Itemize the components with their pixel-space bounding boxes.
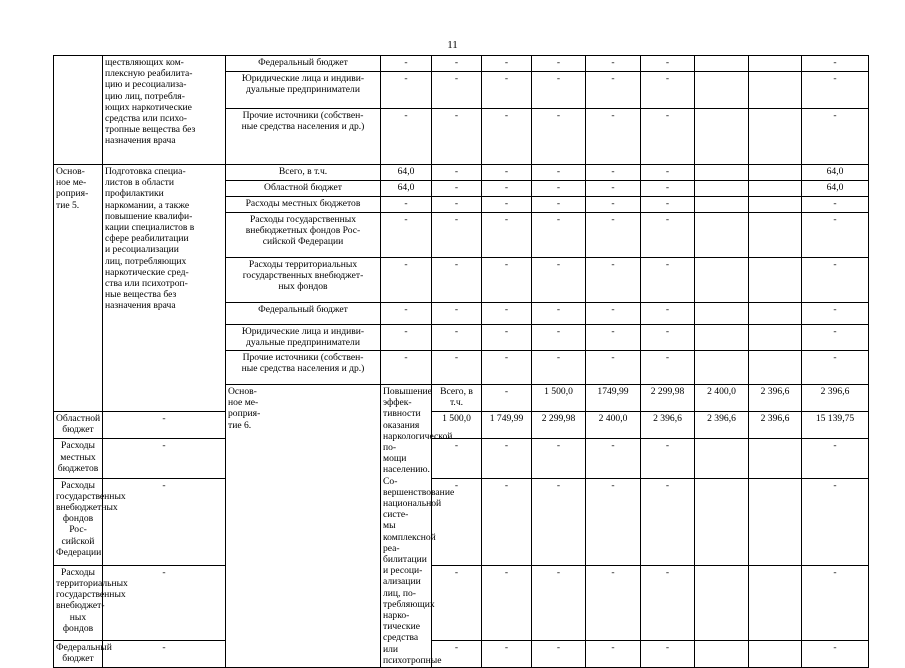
- value-cell: 1 500,0: [532, 385, 586, 412]
- value-cell: -: [432, 439, 482, 478]
- value-cell: -: [432, 72, 482, 109]
- value-cell: -: [482, 439, 532, 478]
- value-cell: -: [532, 56, 586, 72]
- table-row: [54, 478, 869, 565]
- funding-source-cell: Прочие источники (собствен- ные средства населения и др.): [226, 109, 381, 165]
- value-cell: -: [802, 640, 869, 667]
- value-cell: -: [432, 213, 482, 258]
- table-row: [54, 640, 869, 667]
- value-cell: -: [802, 213, 869, 258]
- value-cell: -: [532, 109, 586, 165]
- value-cell: -: [482, 72, 532, 109]
- value-cell: -: [482, 197, 532, 213]
- value-cell: -: [482, 213, 532, 258]
- value-cell: -: [802, 565, 869, 640]
- value-cell: -: [381, 213, 432, 258]
- value-cell: -: [586, 303, 641, 325]
- value-cell: -: [532, 181, 586, 197]
- value-cell: -: [532, 165, 586, 181]
- value-cell: -: [586, 72, 641, 109]
- value-cell: -: [802, 258, 869, 303]
- value-cell: -: [641, 109, 695, 165]
- value-cell: -: [641, 72, 695, 109]
- funding-source-cell: Расходы территориальных государственных внебюджет- ных фондов: [54, 565, 103, 640]
- value-cell: -: [432, 640, 482, 667]
- value-cell: -: [641, 181, 695, 197]
- value-cell: [695, 258, 749, 303]
- value-cell: -: [532, 197, 586, 213]
- value-cell: -: [432, 165, 482, 181]
- value-cell: -: [432, 109, 482, 165]
- value-cell: -: [432, 351, 482, 385]
- value-cell: 1 500,0: [432, 412, 482, 439]
- value-cell: -: [103, 640, 226, 667]
- value-cell: 2 396,6: [695, 412, 749, 439]
- funding-source-cell: Областной бюджет: [54, 412, 103, 439]
- budget-table: [53, 55, 869, 668]
- value-cell: -: [641, 478, 695, 565]
- funding-source-cell: Федеральный бюджет: [54, 640, 103, 667]
- value-cell: -: [641, 439, 695, 478]
- value-cell: -: [532, 72, 586, 109]
- value-cell: -: [641, 565, 695, 640]
- value-cell: [749, 303, 802, 325]
- value-cell: [695, 565, 749, 640]
- value-cell: -: [586, 197, 641, 213]
- value-cell: -: [482, 109, 532, 165]
- value-cell: -: [103, 565, 226, 640]
- value-cell: [695, 197, 749, 213]
- description-cell: Подготовка специа- листов в области профилактики наркомании, а также повышение квалифи- кации специалистов в сфере реабилитации и ресоциализации лиц, потребляющих наркотические сред- ства или психотроп- ные вещества без назначения врача: [103, 165, 226, 412]
- value-cell: -: [482, 303, 532, 325]
- value-cell: [749, 56, 802, 72]
- funding-source-cell: Федеральный бюджет: [226, 56, 381, 72]
- value-cell: -: [482, 565, 532, 640]
- value-cell: 1 749,99: [482, 412, 532, 439]
- funding-source-cell: Расходы местных бюджетов: [54, 439, 103, 478]
- value-cell: -: [641, 56, 695, 72]
- value-cell: -: [586, 181, 641, 197]
- value-cell: -: [532, 439, 586, 478]
- value-cell: 2 396,6: [749, 385, 802, 412]
- value-cell: -: [641, 351, 695, 385]
- value-cell: 64,0: [802, 165, 869, 181]
- value-cell: -: [641, 165, 695, 181]
- table-row: [54, 165, 869, 181]
- value-cell: 64,0: [381, 165, 432, 181]
- value-cell: -: [482, 640, 532, 667]
- value-cell: -: [482, 181, 532, 197]
- value-cell: -: [432, 181, 482, 197]
- value-cell: -: [482, 258, 532, 303]
- value-cell: -: [532, 213, 586, 258]
- value-cell: [695, 181, 749, 197]
- value-cell: [695, 213, 749, 258]
- value-cell: [749, 325, 802, 351]
- value-cell: 2 400,0: [695, 385, 749, 412]
- value-cell: [695, 56, 749, 72]
- value-cell: [695, 303, 749, 325]
- value-cell: 2 299,98: [532, 412, 586, 439]
- value-cell: -: [381, 197, 432, 213]
- value-cell: -: [432, 325, 482, 351]
- event-cell: [54, 56, 103, 165]
- value-cell: -: [586, 109, 641, 165]
- value-cell: [749, 109, 802, 165]
- funding-source-cell: Расходы местных бюджетов: [226, 197, 381, 213]
- funding-source-cell: Расходы государственных внебюджетных фондов Рос- сийской Федерации: [226, 213, 381, 258]
- value-cell: -: [103, 412, 226, 439]
- value-cell: [695, 478, 749, 565]
- value-cell: -: [532, 258, 586, 303]
- table-row: [54, 56, 869, 72]
- value-cell: 64,0: [802, 181, 869, 197]
- funding-source-cell: Расходы государственных внебюджетных фондов Рос- сийской Федерации: [54, 478, 103, 565]
- value-cell: -: [381, 72, 432, 109]
- value-cell: -: [802, 303, 869, 325]
- value-cell: -: [482, 165, 532, 181]
- value-cell: 15 139,75: [802, 412, 869, 439]
- value-cell: -: [802, 439, 869, 478]
- value-cell: -: [586, 351, 641, 385]
- value-cell: -: [432, 56, 482, 72]
- funding-source-cell: Расходы территориальных государственных внебюджет- ных фондов: [226, 258, 381, 303]
- value-cell: -: [641, 640, 695, 667]
- value-cell: -: [432, 258, 482, 303]
- value-cell: [695, 640, 749, 667]
- value-cell: [695, 72, 749, 109]
- value-cell: 2 396,6: [749, 412, 802, 439]
- value-cell: [749, 478, 802, 565]
- value-cell: [749, 165, 802, 181]
- funding-source-cell: Областной бюджет: [226, 181, 381, 197]
- value-cell: -: [586, 213, 641, 258]
- value-cell: -: [432, 197, 482, 213]
- value-cell: -: [802, 325, 869, 351]
- value-cell: [695, 439, 749, 478]
- value-cell: -: [432, 303, 482, 325]
- funding-source-cell: Юридические лица и индиви- дуальные предприниматели: [226, 325, 381, 351]
- value-cell: -: [532, 351, 586, 385]
- value-cell: [749, 258, 802, 303]
- value-cell: -: [482, 325, 532, 351]
- value-cell: -: [482, 385, 532, 412]
- value-cell: -: [641, 303, 695, 325]
- funding-source-cell: Всего, в т.ч.: [226, 165, 381, 181]
- value-cell: -: [802, 56, 869, 72]
- value-cell: [749, 197, 802, 213]
- value-cell: -: [532, 478, 586, 565]
- value-cell: 2 396,6: [802, 385, 869, 412]
- value-cell: -: [532, 565, 586, 640]
- value-cell: 1749,99: [586, 385, 641, 412]
- value-cell: -: [381, 109, 432, 165]
- funding-source-cell: Федеральный бюджет: [226, 303, 381, 325]
- value-cell: -: [381, 258, 432, 303]
- value-cell: -: [802, 478, 869, 565]
- value-cell: -: [381, 303, 432, 325]
- value-cell: -: [381, 325, 432, 351]
- value-cell: 64,0: [381, 181, 432, 197]
- value-cell: 2 400,0: [586, 412, 641, 439]
- table-row: [54, 439, 869, 478]
- value-cell: -: [586, 165, 641, 181]
- description-cell: ществляющих ком- плексную реабилита- цию и ресоциализа- цию лиц, потребля- ющих наркотические средства или психо- тропные вещества без назначения врача: [103, 56, 226, 165]
- value-cell: -: [432, 478, 482, 565]
- value-cell: -: [641, 258, 695, 303]
- value-cell: [749, 351, 802, 385]
- value-cell: -: [586, 325, 641, 351]
- value-cell: -: [586, 439, 641, 478]
- value-cell: -: [802, 72, 869, 109]
- value-cell: -: [482, 478, 532, 565]
- value-cell: -: [586, 258, 641, 303]
- page-number: 11: [447, 39, 458, 51]
- value-cell: -: [586, 640, 641, 667]
- value-cell: -: [532, 325, 586, 351]
- event-cell: Основ- ное ме- роприя- тие 5.: [54, 165, 103, 412]
- value-cell: [749, 72, 802, 109]
- value-cell: 2 396,6: [641, 412, 695, 439]
- description-cell: Повышение эффек- тивности оказания наркологической по- мощи населению. Со- вершенствование национальной систе- мы комплексной реа- билитации и ресоци- ализации лиц, по- требляющих нарко- тические средства или психотропные: [381, 385, 432, 668]
- value-cell: -: [641, 197, 695, 213]
- value-cell: 2 299,98: [641, 385, 695, 412]
- value-cell: -: [802, 197, 869, 213]
- value-cell: [695, 351, 749, 385]
- value-cell: -: [381, 351, 432, 385]
- value-cell: -: [532, 303, 586, 325]
- value-cell: -: [586, 565, 641, 640]
- table-row: [54, 565, 869, 640]
- value-cell: [749, 640, 802, 667]
- value-cell: -: [432, 565, 482, 640]
- table-row: [54, 412, 869, 439]
- funding-source-cell: Юридические лица и индиви- дуальные предприниматели: [226, 72, 381, 109]
- value-cell: -: [532, 640, 586, 667]
- value-cell: [749, 565, 802, 640]
- value-cell: -: [482, 351, 532, 385]
- event-cell: Основ- ное ме- роприя- тие 6.: [226, 385, 381, 668]
- value-cell: -: [641, 213, 695, 258]
- funding-source-cell: Прочие источники (собствен- ные средства населения и др.): [226, 351, 381, 385]
- value-cell: [749, 439, 802, 478]
- funding-source-cell: Всего, в т.ч.: [432, 385, 482, 412]
- value-cell: [749, 213, 802, 258]
- value-cell: -: [103, 478, 226, 565]
- value-cell: [695, 109, 749, 165]
- value-cell: -: [586, 478, 641, 565]
- value-cell: [749, 181, 802, 197]
- value-cell: -: [641, 325, 695, 351]
- value-cell: [695, 165, 749, 181]
- value-cell: -: [381, 56, 432, 72]
- value-cell: -: [802, 109, 869, 165]
- value-cell: -: [586, 56, 641, 72]
- value-cell: -: [103, 439, 226, 478]
- value-cell: -: [482, 56, 532, 72]
- value-cell: [695, 325, 749, 351]
- value-cell: -: [802, 351, 869, 385]
